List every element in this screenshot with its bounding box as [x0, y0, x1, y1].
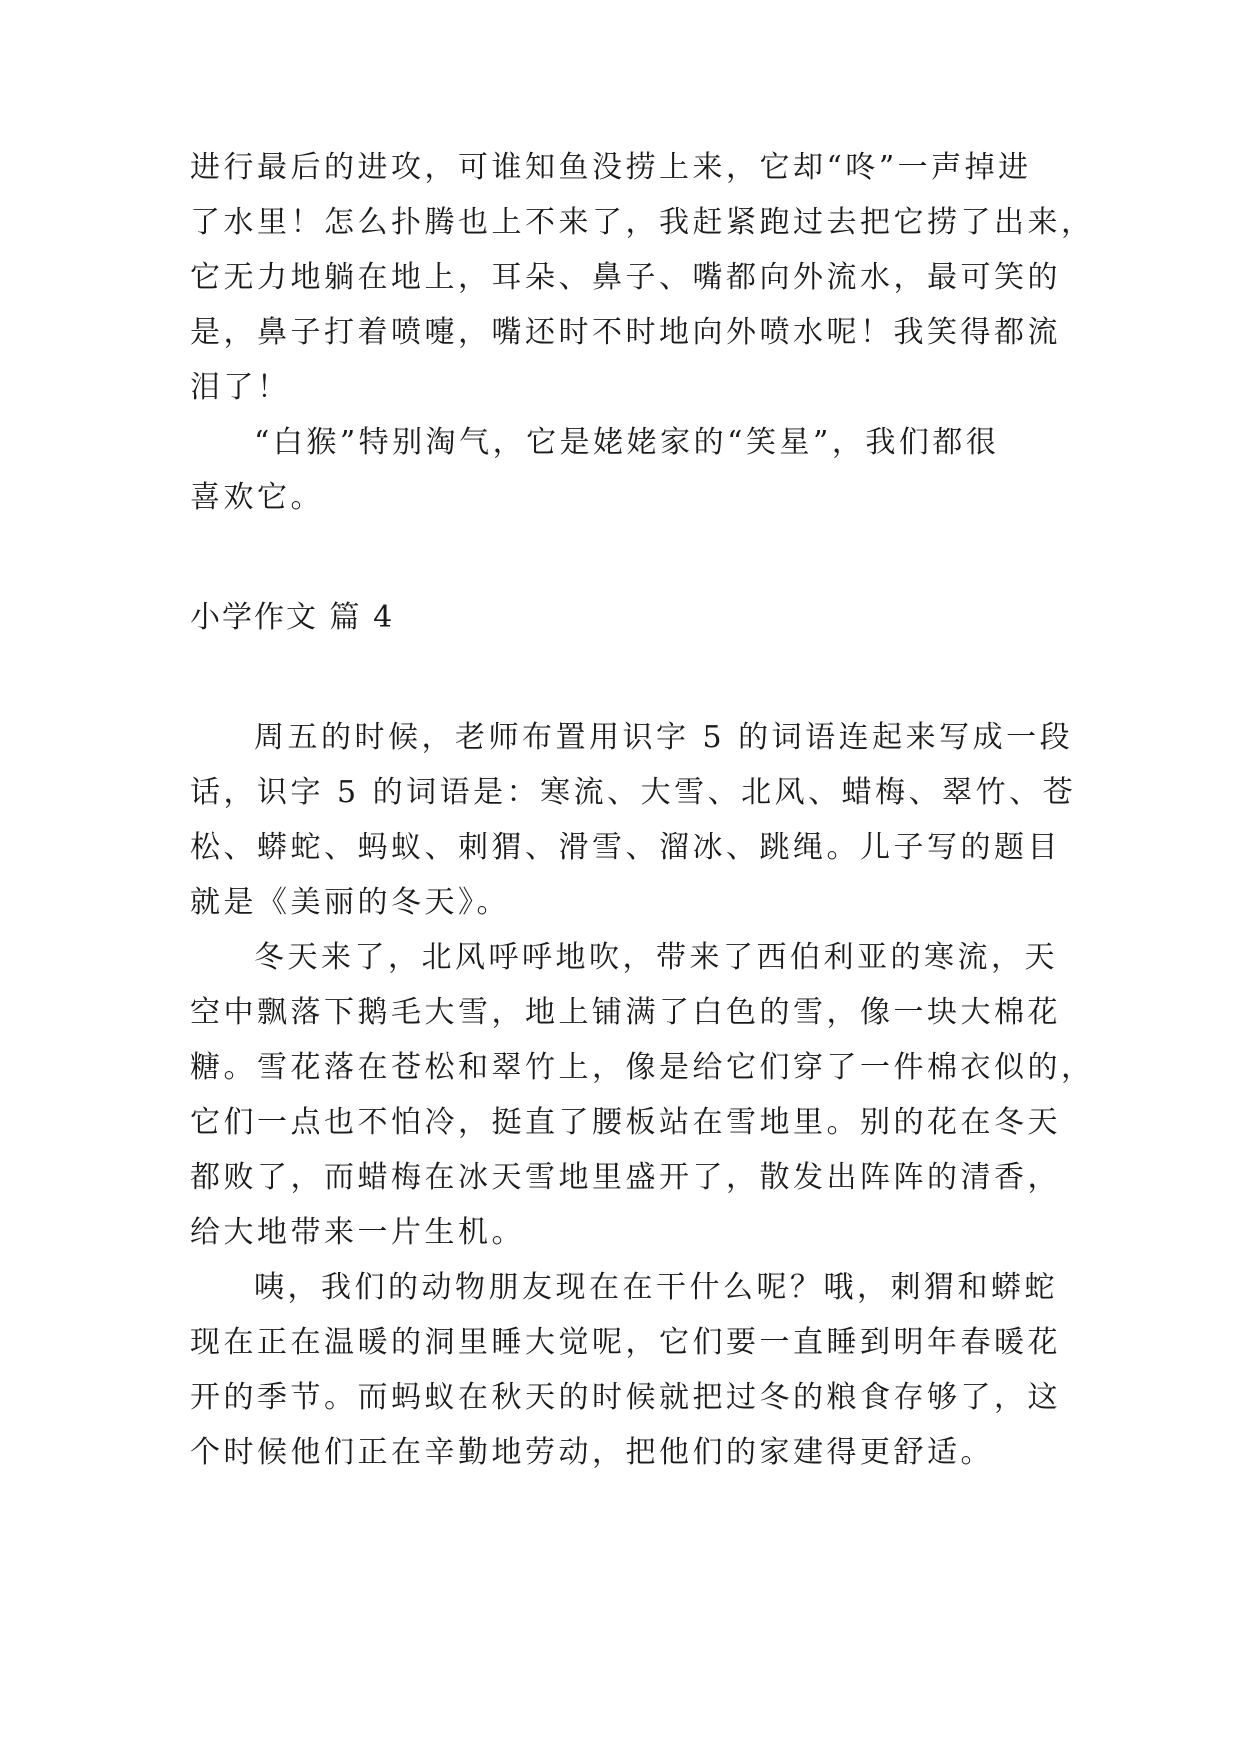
text-line: 现在正在温暖的洞里睡大觉呢，它们要一直睡到明年春暖花 [190, 1325, 1061, 1360]
text-line: 了水里！怎么扑腾也上不来了，我赶紧跑过去把它捞了出来， [190, 205, 1095, 240]
text-line: 空中飘落下鹅毛大雪，地上铺满了白色的雪，像一块大棉花 [190, 995, 1061, 1030]
text-line: 冬天来了，北风呼呼地吹，带来了西伯利亚的寒流，天 [254, 940, 1058, 975]
text-line: 是，鼻子打着喷嚏，嘴还时不时地向外喷水呢！我笑得都流 [190, 315, 1061, 350]
text-line: 周五的时候，老师布置用识字 5 的词语连起来写成一段 [254, 720, 1074, 755]
text-line: 给大地带来一片生机。 [190, 1215, 525, 1250]
text-line: 松、蟒蛇、蚂蚁、刺猬、滑雪、溜冰、跳绳。儿子写的题目 [190, 830, 1061, 865]
section-heading: 小学作文 篇 4 [190, 600, 395, 635]
text-line: 它们一点也不怕冷，挺直了腰板站在雪地里。别的花在冬天 [190, 1105, 1061, 1140]
text-line: 咦，我们的动物朋友现在在干什么呢？哦，刺猬和蟒蛇 [254, 1270, 1058, 1305]
text-line: 泪了！ [190, 370, 291, 405]
text-line: 喜欢它。 [190, 480, 324, 515]
text-line: 就是《美丽的冬天》。 [190, 885, 510, 920]
text-line: 开的季节。而蚂蚁在秋天的时候就把过冬的粮食存够了，这 [190, 1380, 1061, 1415]
text-line: 它无力地躺在地上，耳朵、鼻子、嘴都向外流水，最可笑的 [190, 260, 1061, 295]
text-line: 话，识字 5 的词语是：寒流、大雪、北风、蜡梅、翠竹、苍 [190, 775, 1077, 810]
text-line: 个时候他们正在辛勤地劳动，把他们的家建得更舒适。 [190, 1435, 994, 1470]
text-line: 进行最后的进攻，可谁知鱼没捞上来，它却“咚”一声掉进 [190, 150, 1032, 185]
text-line: “白猴”特别淘气，它是姥姥家的“笑星”，我们都很 [254, 425, 1000, 460]
text-line: 糖。雪花落在苍松和翠竹上，像是给它们穿了一件棉衣似的， [190, 1050, 1095, 1085]
text-line: 都败了，而蜡梅在冰天雪地里盛开了，散发出阵阵的清香， [190, 1160, 1061, 1195]
